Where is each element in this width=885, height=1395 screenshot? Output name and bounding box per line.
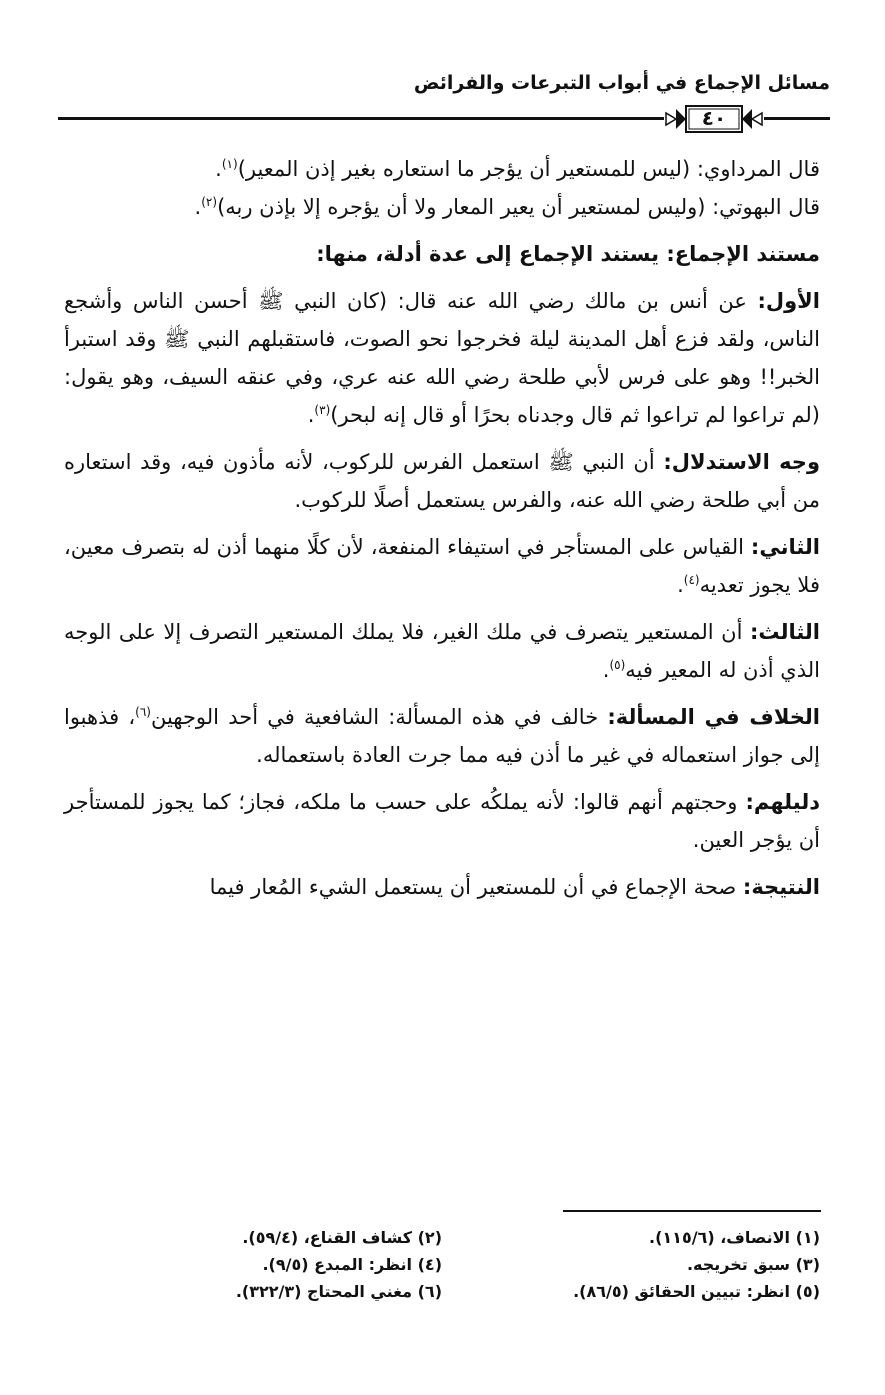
paragraph [64,235,820,273]
footnote-6: (٦) مغني المحتاج (٣٢٢/٣). [235,1282,442,1301]
footnote-ref[interactable]: (١) [221,157,238,171]
footnote-ref[interactable]: (٥) [609,658,626,672]
paragraph [64,443,820,519]
paragraph-lead: الثالث: [749,620,820,644]
paragraph-lead: الثاني: [750,535,820,559]
paragraph-tail: . [677,573,684,597]
page-number: ٤٠ [701,106,727,130]
footnote-5: (٥) انظر: تبيين الحقائق (٨٦/٥). [573,1282,820,1301]
footnote-ref[interactable]: (٢) [201,195,218,209]
paragraph [64,613,820,689]
paragraph-tail: . [215,157,222,181]
paragraph-lead: مستند الإجماع: يستند الإجماع إلى عدة أدلة، منها: [316,242,820,266]
paragraph-lead: وجه الاستدلال: [663,450,820,474]
paragraph [64,282,820,434]
paragraph [64,150,820,188]
footnote-ref[interactable]: (٦) [135,705,151,719]
paragraph [64,528,820,604]
page-number-ornament [664,103,764,135]
main-text [64,150,820,915]
paragraph-tail: ، فذهبوا إلى جواز استعماله في غير ما أذن فيه مما جرت العادة باستعماله. [64,705,820,767]
footnotes [64,1228,820,1301]
paragraph-text: خالف في هذه المسألة: الشافعية في أحد الوجهين [150,705,608,729]
footnote-3: (٣) سبق تخريجه. [686,1255,820,1274]
paragraph-tail: . [602,658,610,682]
running-title: مسائل الإجماع في أبواب التبرعات والفرائض [413,72,830,94]
paragraph-lead: الخلاف في المسألة: [607,705,820,729]
paragraph-text: أن النبي ﷺ استعمل الفرس للركوب، لأنه مأذون فيه، وقد استعاره من أبي طلحة رضي الله عنه، والفرس يستعمل أصلًا للركوب. [64,450,820,512]
paragraph-text: عن أنس بن مالك رضي الله عنه قال: (كان النبي ﷺ أحسن الناس وأشجع الناس، ولقد فزع أهل المدينة ليلة فخرجوا نحو الصوت، فاستقبلهم النبي ﷺ وقد استبرأ الخبر!! وهو على فرس لأبي طلحة رضي الله عنه عري، وفي عنقه السيف، وهو يقول: (لم تراعوا لم تراعوا ثم قال وجدناه بحرًا أو قال إنه لبحر) [64,289,820,427]
paragraph-text: القياس على المستأجر في استيفاء المنفعة، لأن كلًا منهما أذن له بتصرف معين، فلا يجوز تعديه [64,535,820,597]
paragraph [64,698,820,774]
footnote-4: (٤) انظر: المبدع (٩/٥). [262,1255,442,1274]
footnote-2: (٢) كشاف القناع، (٥٩/٤). [242,1228,442,1247]
paragraph-text: وحجتهم أنهم قالوا: لأنه يملكُه على حسب ما ملكه، فجاز؛ كما يجوز للمستأجر أن يؤجر العين. [64,790,820,852]
footnote-rule [563,1210,821,1212]
paragraph-text: صحة الإجماع في أن للمستعير أن يستعمل الشيء المُعار فيما [209,875,743,899]
paragraph-text: قال المرداوي: (ليس للمستعير أن يؤجر ما استعاره بغير إذن المعير) [237,157,820,181]
paragraph-text: قال البهوتي: (وليس لمستعير أن يعير المعار ولا أن يؤجره إلا بإذن ربه) [217,195,820,219]
paragraph-tail: . [194,195,202,219]
footnote-1: (١) الانصاف، (١١٥/٦). [649,1228,820,1247]
paragraph [64,783,820,859]
paragraph-lead: الأول: [757,289,820,313]
paragraph-text: أن المستعير يتصرف في ملك الغير، فلا يملك المستعير التصرف إلا على الوجه الذي أذن له المعير فيه [64,620,820,682]
footnote-ref[interactable]: (٣) [314,403,331,417]
paragraph-lead: النتيجة: [742,875,820,899]
paragraph-tail: . [307,403,315,427]
footnote-ref[interactable]: (٤) [683,573,700,587]
paragraph-lead: دليلهم: [745,790,820,814]
paragraph [64,188,820,226]
paragraph [64,868,820,906]
